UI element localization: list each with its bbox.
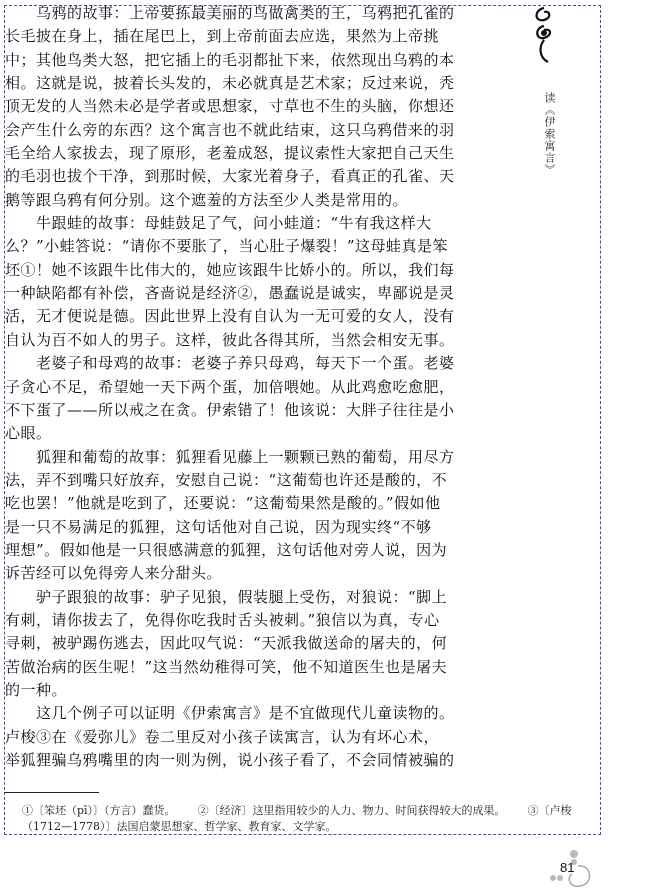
running-title: 读《伊索寓言》 [543,92,556,176]
footnote-1: ①〔笨坯（pī）〕（方言）蠢货。 [22,804,176,817]
paragraph-3-line: 子贪心不足，希望她一天下两个蛋，加倍喂她。从此鸡愈吃愈肥， [5,377,455,396]
paragraph-1-line: 的毛羽也拔个干净，到那时候，大家光着身子，看真正的孔雀、天 [5,167,455,186]
paragraph-6-line: 这几个例子可以证明《伊索寓言》是不宜做现代儿童读物的。 [36,704,455,723]
paragraph-2-line: 一种缺陷都有补偿，吝啬说是经济②，愚蠢说是诚实，卑鄙说是灵 [5,284,455,303]
paragraph-5-line: 有刺，请你拔去了，免得你吃我时舌头被刺。”狼信以为真，专心 [5,610,440,629]
paragraph-5-line: 寻刺，被驴踢伤逃去，因此叹气说：“天派我做送命的屠夫的，何 [5,634,448,653]
paragraph-2-line: 活，无才便说是德。因此世界上没有自认为一无可爱的女人，没有 [5,307,455,326]
paragraph-1-line: 顶无发的人当然未必是学者或思想家，寸草也不生的头脑，你想还 [5,97,455,116]
paragraph-3-line: 老婆子和母鸡的故事：老婆子养只母鸡，每天下一个蛋。老婆 [36,354,455,373]
paragraph-1-line: 乌鸦的故事：上帝要拣最美丽的鸟做禽类的王，乌鸦把孔雀的 [36,4,455,22]
paragraph-5-line: 驴子跟狼的故事：驴子见狼，假装腿上受伤，对狼说：“脚上 [36,587,448,606]
body-text [5,2,455,772]
paragraph-4-line: 狐狸和葡萄的故事：狐狸看见藤上一颗颗已熟的葡萄，用尽方 [36,447,455,466]
paragraph-3-line: 心眼。 [5,424,52,443]
paragraph-2-line: 坯①！她不该跟牛比伟大的，她应该跟牛比娇小的。所以，我们每 [5,260,455,279]
ornament-icon [532,6,556,64]
paragraph-6-line: 举狐狸骗乌鸦嘴里的肉一则为例，说小孩子看了，不会同情被骗的 [5,751,455,769]
paragraph-6-line: 卢梭③在《爱弥儿》卷二里反对小孩子读寓言，认为有坏心术， [5,727,440,746]
paragraph-1-line: 中；其他鸟类大怒，把它插上的毛羽都扯下来，依然现出乌鸦的本 [5,50,455,69]
paragraph-5-line: 苦做治病的医生呢！”这当然幼稚得可笑，他不知道医生也是屠夫 [5,657,448,676]
footnotes [22,803,597,835]
paragraph-4-line: 理想”。假如他是一只很感满意的狐狸，这句话他对旁人说，因为 [5,540,448,559]
paragraph-4-line: 是一只不易满足的狐狸，这句话他对自己说，因为现实终“不够 [5,517,432,536]
page-number: 81 [560,860,575,875]
paragraph-4-line: 法，弄不到嘴只好放弃，安慰自己说：“这葡萄也许还是酸的，不 [5,470,448,489]
paragraph-1-line: 相。这就是说，披着长头发的，未必就真是艺术家；反过来说，秃 [5,74,455,93]
paragraph-1-line: 鹅等跟乌鸦有何分别。这个遮羞的方法至少人类是常用的。 [5,190,409,209]
paragraph-2-line: 自认为百不如人的男子。这样，彼此各得其所，当然会相安无事。 [5,330,455,349]
footnote-divider [5,792,99,793]
paragraph-4-line: 诉苦经可以免得旁人来分甜头。 [5,564,223,583]
footnote-3: ③〔卢梭（1712—1778）〕法国启蒙思想家、哲学家、教育家、文学家。 [22,804,572,833]
paragraph-4-line: 吃也罢！”他就是吃到了，还要说：“这葡萄果然是酸的。”假如他 [5,494,441,513]
paragraph-1-line: 长毛披在身上，插在尾巴上，到上帝前面去应选，果然为上帝挑 [5,27,440,46]
paragraph-2-line: 牛跟蛙的故事：母蛙鼓足了气，问小蛙道：“牛有我这样大 [36,214,432,233]
paragraph-2-line: 么？”小蛙答说：“请你不要胀了，当心肚子爆裂！”这母蛙真是笨 [5,237,449,256]
footnote-2: ②〔经济〕这里指用较少的人力、物力、时间获得较大的成果。 [197,804,506,817]
paragraph-1-line: 毛全给人家拔去，现了原形，老羞成怒，提议索性大家把自己天生 [5,144,455,163]
paragraph-1-line: 会产生什么旁的东西？这个寓言也不就此结束，这只乌鸦借来的羽 [5,120,455,139]
paragraph-5-line: 的一种。 [5,680,68,699]
paragraph-3-line: 不下蛋了——所以戒之在贪。伊索错了！他该说：大胖子往往是小 [5,400,455,419]
